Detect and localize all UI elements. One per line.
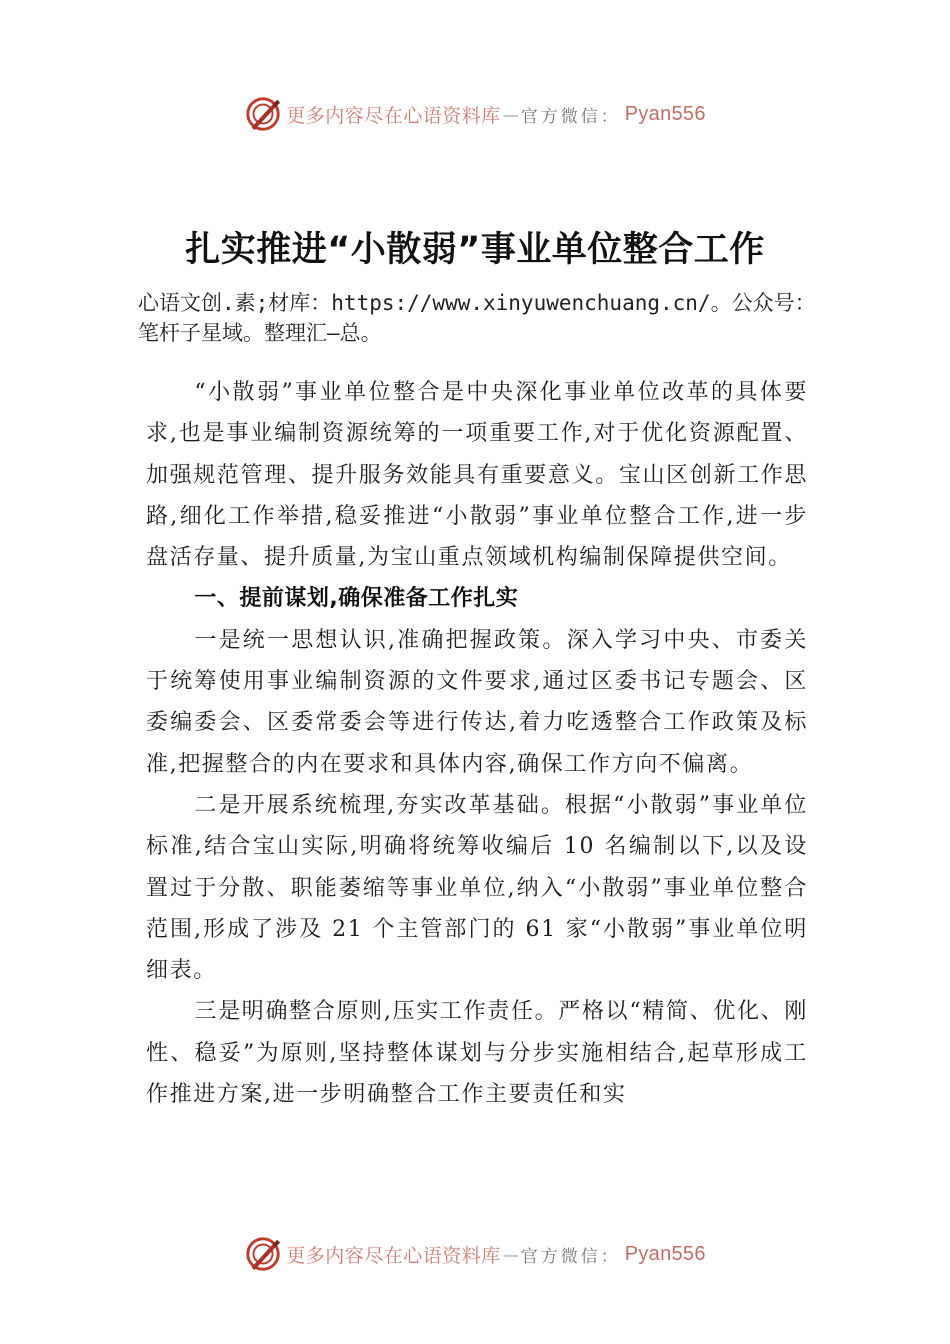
document-body <box>146 372 808 1115</box>
watermark-text: 更多内容尽在心语资料库 <box>286 1244 501 1267</box>
watermark-label: 官方微信： <box>520 106 621 127</box>
paragraph-3: 三是明确整合原则,压实工作责任。严格以“精简、优化、刚性、稳妥”为原则,坚持整体谋划与分步实施相结合,起草形成工作推进方案,进一步明确整合工作主要责任和实 <box>146 999 808 1108</box>
intro-paragraph: “小散弱”事业单位整合是中央深化事业单位改革的具体要求,也是事业编制资源统筹的一项重要工作,对于优化资源配置、加强规范管理、提升服务效能具有重要意义。宝山区创新工作思路,细化工作举措,稳妥推进“小散弱”事业单位整合工作,进一步盘活存量、提升质量,为宝山重点领域机构编制保障提供空间。 <box>146 380 808 571</box>
watermark-banner-bottom <box>0 1232 950 1276</box>
watermark-wechat-id: Pyan556 <box>624 102 706 125</box>
paragraph-1: 一是统一思想认识,准确把握政策。深入学习中央、市委关于统筹使用事业编制资源的文件要求,通过区委书记专题会、区委编委会、区委常委会等进行传达,着力吃透整合工作政策及标准,把握整合的内在要求和具体内容,确保工作方向不偏离。 <box>146 627 808 777</box>
pen-logo-icon <box>244 1235 282 1273</box>
watermark-label: 官方微信： <box>520 1246 621 1267</box>
paragraph-2: 二是开展系统梳理,夯实改革基础。根据“小散弱”事业单位标准,结合宝山实际,明确将统筹收编后 10 名编制以下,以及设置过于分散、职能萎缩等事业单位,纳入“小散弱”事业单位整合范围,形成了涉及 21 个主管部门的 61 家“小散弱”事业单位明细表。 <box>146 792 808 984</box>
section-heading: 一、提前谋划,确保准备工作扎实 <box>194 586 519 612</box>
watermark-wechat-id: Pyan556 <box>624 1242 706 1265</box>
watermark-dash: — <box>502 1244 519 1264</box>
watermark-banner-top <box>0 92 950 136</box>
document-title: 扎实推进“小散弱”事业单位整合工作 <box>185 230 765 270</box>
watermark-dash: — <box>502 104 519 124</box>
source-line: 心语文创.素;材库：https://www.xinyuwenchuang.cn/。公众号：笔杆子星域。整理汇—总。 <box>138 291 816 345</box>
pen-logo-icon <box>244 95 282 133</box>
watermark-text: 更多内容尽在心语资料库 <box>286 104 501 127</box>
